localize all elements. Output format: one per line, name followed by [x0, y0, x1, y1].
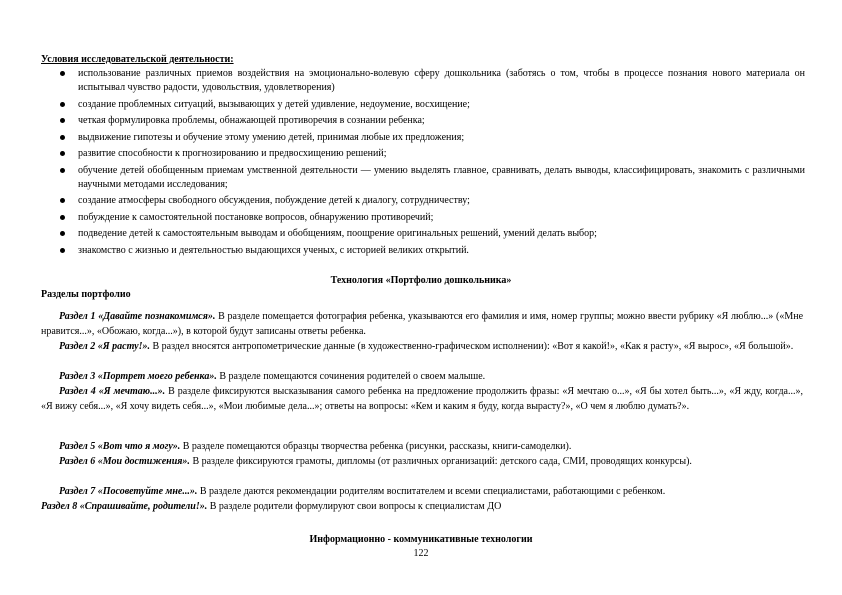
portfolio-section-4: Раздел 4 «Я мечтаю...». В разделе фиксируются высказывания самого ребенка на предложение продолжить фразы: «Я мечтаю о...», «Я бы хотел быть...», «Я жду, когда...», «Я вижу себя...», «Я хочу видеть себя...», «Мои любимые дела...»; ответы на вопросы: «Кем и каким я буду, когда вырасту?», «О чем я люблю думать?». — [41, 386, 803, 412]
conditions-heading: Условия исследовательской деятельности: — [41, 54, 234, 65]
page-number: 122 — [413, 548, 429, 559]
bullet-icon — [60, 168, 65, 173]
portfolio-title: Технология «Портфолио дошкольника» — [330, 275, 512, 286]
bullet-icon — [60, 151, 65, 156]
portfolio-section-1: Раздел 1 «Давайте познакомимся». В разделе помещается фотография ребенка, указываются его фамилия и имя, номер группы; можно ввести рубрику «Я люблю...» («Мне нравится...», «Обожаю, когда...»), в которой будут записаны ответы ребенка. — [41, 311, 804, 337]
portfolio-section-8: Раздел 8 «Спрашивайте, родители!». В разделе родители формулируют свои вопросы к специалистам ДО — [41, 501, 502, 512]
next-section-title: Информационно - коммуникативные технологии — [309, 534, 533, 545]
portfolio-section-6: Раздел 6 «Мои достижения». В разделе фиксируются грамоты, дипломы (от различных организаций: детского сада, СМИ, проводящих конкурсы). — [59, 456, 692, 467]
portfolio-section-3: Раздел 3 «Портрет моего ребенка». В разделе помещаются сочинения родителей о своем малыше. — [59, 371, 486, 382]
conditions-list — [60, 67, 805, 260]
list-item: создание проблемных ситуаций, вызывающих у детей удивление, недоумение, восхищение; — [60, 98, 805, 112]
bullet-icon — [60, 71, 65, 76]
list-item: четкая формулировка проблемы, обнажающей противоречия в сознании ребенка; — [60, 114, 805, 128]
list-item: выдвижение гипотезы и обучение этому умению детей, принимая любые их предложения; — [60, 131, 805, 145]
bullet-icon — [60, 102, 65, 107]
bullet-icon — [60, 231, 65, 236]
bullet-icon — [60, 248, 65, 253]
portfolio-section-2: Раздел 2 «Я расту!». В раздел вносятся антропометрические данные (в художественно-графическом исполнении): «Вот я какой!», «Как я расту», «Я вырос», «Я большой». — [59, 341, 794, 352]
bullet-icon — [60, 215, 65, 220]
bullet-icon — [60, 118, 65, 123]
list-item: создание атмосферы свободного обсуждения, побуждение детей к диалогу, сотрудничеству; — [60, 194, 805, 208]
list-item: развитие способности к прогнозированию и предвосхищению решений; — [60, 147, 805, 161]
portfolio-section-7: Раздел 7 «Посоветуйте мне...». В разделе даются рекомендации родителям воспитателем и всеми специалистами, работающими с ребенком. — [59, 486, 666, 497]
portfolio-sections-heading: Разделы портфолио — [41, 289, 131, 300]
portfolio-section-5: Раздел 5 «Вот что я могу». В разделе помещаются образцы творчества ребенка (рисунки, рассказы, книги-самоделки). — [59, 441, 572, 452]
list-item: побуждение к самостоятельной постановке вопросов, обнаружению противоречий; — [60, 211, 805, 225]
bullet-icon — [60, 198, 65, 203]
list-item: использование различных приемов воздействия на эмоционально-волевую сферу дошкольника (заботясь о том, чтобы в процессе познания нового материала он испытывал чувство радости, удовольствия, удовлетворения) — [60, 67, 805, 95]
bullet-icon — [60, 135, 65, 140]
list-item: подведение детей к самостоятельным выводам и обобщениям, поощрение оригинальных решений, умений делать выбор; — [60, 227, 805, 241]
list-item: знакомство с жизнью и деятельностью выдающихся ученых, с историей великих открытий. — [60, 244, 805, 258]
list-item: обучение детей обобщенным приемам умственной деятельности — умению выделять главное, сравнивать, делать выводы, классифицировать, знакомить с различными научными методами исследования; — [60, 164, 805, 192]
